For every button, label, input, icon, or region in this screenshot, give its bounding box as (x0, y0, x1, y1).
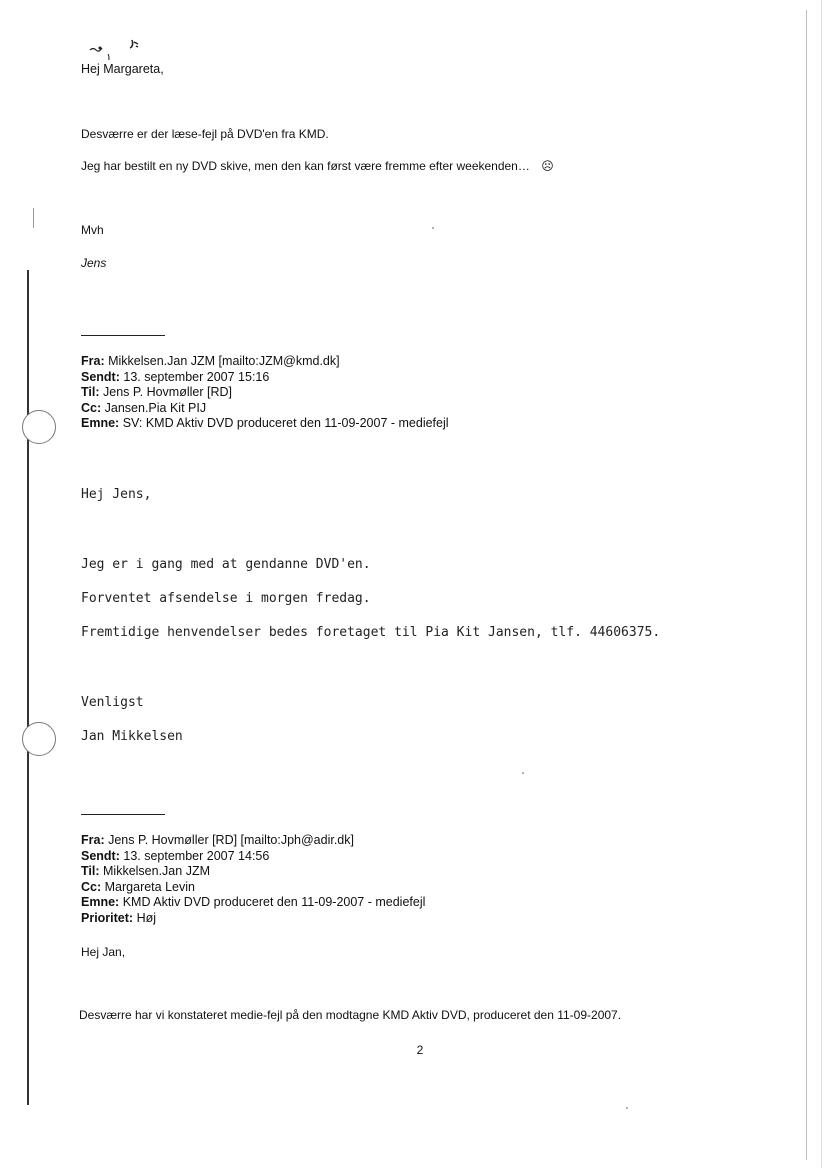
email-1-greeting: Hej Jens, (81, 487, 152, 502)
scan-speck (626, 1107, 628, 1109)
letter-closing: Mvh (81, 223, 104, 237)
scan-edge-line-far-right (821, 0, 822, 1168)
email-1-cc: Cc: Jansen.Pia Kit PIJ (81, 400, 207, 415)
email-1-sent: Sendt: 13. september 2007 15:16 (81, 369, 270, 384)
separator-line (81, 814, 165, 815)
email-1-to: Til: Jens P. Hovmøller [RD] (81, 385, 232, 399)
email-1-header (81, 354, 449, 432)
email-1-line-1: Jeg er i gang med at gendanne DVD'en. (81, 557, 371, 572)
scan-speck (522, 772, 524, 774)
email-2-to: Til: Mikkelsen.Jan JZM (81, 864, 210, 878)
email-2-subject: Emne: KMD Aktiv DVD produceret den 11-09-2007 - mediefejl (81, 895, 426, 909)
email-2-sent: Sendt: 13. september 2007 14:56 (81, 848, 270, 863)
scan-edge-line-right (806, 10, 807, 1160)
email-2-header (81, 833, 425, 926)
letter-line-2-text: Jeg har bestilt en ny DVD skive, men den kan først være fremme efter weekenden… (81, 159, 530, 173)
sad-face-icon: ☹ (541, 159, 554, 173)
punch-hole-icon (22, 722, 56, 756)
email-1-line-3: Fremtidige henvendelser bedes foretaget til Pia Kit Jansen, tlf. 44606375. (81, 625, 661, 640)
separator-line (81, 335, 165, 336)
email-2-from: Fra: Jens P. Hovmøller [RD] [mailto:Jph@adir.dk] (81, 833, 354, 847)
letter-signature: Jens (81, 256, 107, 270)
letter-greeting: Hej Margareta, (81, 62, 164, 76)
email-2-cc: Cc: Margareta Levin (81, 879, 195, 894)
email-2-line-1: Desværre har vi konstateret medie-fejl på den modtagne KMD Aktiv DVD, produceret den 11-09-2007. (79, 1008, 622, 1022)
scan-edge-tick (33, 208, 34, 228)
letter-line-1: Desværre er der læse-fejl på DVD'en fra KMD. (81, 127, 329, 141)
letter-line-2 (81, 159, 554, 173)
email-1-closing: Venligst (81, 695, 144, 710)
scan-speck (432, 227, 434, 229)
email-2-greeting: Hej Jan, (81, 945, 126, 959)
handwritten-doodle-icon (88, 36, 148, 63)
scan-edge-line (27, 270, 29, 1105)
email-1-from: Fra: Mikkelsen.Jan JZM [mailto:JZM@kmd.dk] (81, 354, 340, 368)
email-2-priority: Prioritet: Høj (81, 910, 157, 925)
email-1-signature: Jan Mikkelsen (81, 729, 183, 744)
punch-hole-icon (22, 410, 56, 444)
page-number: 2 (416, 1043, 424, 1057)
email-1-subject: Emne: SV: KMD Aktiv DVD produceret den 11-09-2007 - mediefejl (81, 416, 449, 430)
email-1-line-2: Forventet afsendelse i morgen fredag. (81, 591, 371, 606)
